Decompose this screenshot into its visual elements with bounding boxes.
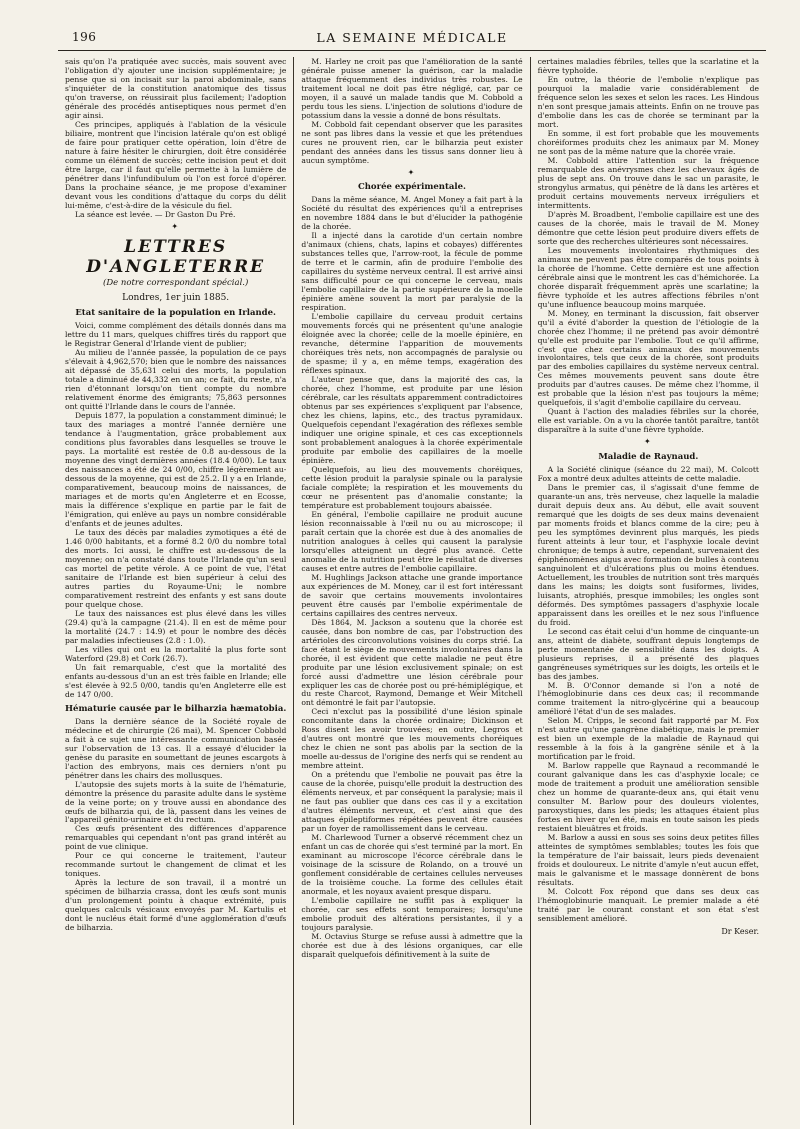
paragraph: Les mouvements involontaires rhythmiques des animaux ne peuvent pas être comparés de tous points à la chorée de l'homme. Cette dernière est une affection cérébrale ainsi que le montrent les cas d'hémichorée. La chorée disparaît fréquemment après une scarlatine; la fièvre typhoïde et les autres affections fébriles n'ont qu'une influence beaucoup moins marquée. (537, 245, 759, 309)
paragraph: Au milieu de l'année passée, la population de ce pays s'élevait à 4,962,570; bien que le nombre des naissances ait dépassé de 35,631 celui des morts, la population totale a diminué de 44,332 en un an; ce fait, du reste, n'a rien d'étonnant lorsqu'on tient compte du nombre relativement énorme des émigrants; 75,863 personnes ont quitté l'Irlande dans le cours de l'année. (65, 348, 287, 412)
dateline: Londres, 1er juin 1885. (122, 292, 230, 303)
section-title-irlande: Etat sanitaire de la population en Irlande. (75, 308, 276, 319)
header-rule (58, 50, 766, 51)
paragraph: M. Barlow a aussi en sous ses soins deux petites filles atteintes de symptômes semblables; toutes les fois que la température de l'air baissait, leurs pieds devenaient froids et douloureux. Le nitrite d'amyle n'eut aucun effet, mais le galvanisme et le massage donnèrent de bons résultats. (537, 833, 759, 888)
lettres-angleterre-title: LETTRES D'ANGLETERRE (86, 237, 266, 278)
paragraph: L'autopsie des sujets morts à la suite de l'hématurie, démontre la présence du parasite adulte dans le système de la veine porte; on y trouve aussi en abondance des œufs de bilharzia qui, de là, passent dans les veines de l'appareil génito-urinaire et du rectum. (65, 779, 287, 825)
paragraph: M. Money, en terminant la discussion, fait observer qu'il a évité d'aborder la question de l'étiologie de la chorée chez l'homme; il ne prétend pas avoir démontré qu'elle est produite par l'embolie. Tout ce qu'il affirme, c'est que chez certains animaux des mouvements involontaires, tels que ceux de la chorée, sont produits par des embolies capillaires du système nerveux central. Ces mêmes mouvements peuvent sans doute être produits par d'autres causes. De même chez l'homme, il est probable que la lésion n'est pas toujours la même; quelquefois, il s'agit d'embolie capillaire du cerveau. (537, 308, 759, 408)
separator-ornament: ✦ (643, 437, 653, 447)
column-1 (58, 57, 293, 1125)
paragraph: D'après M. Broadbent, l'embolie capillaire est une des causes de la chorée, mais le travail de M. Money démontre que cette lésion peut produire divers effets de sorte que des recherches ultérieures sont nécessaires. (537, 209, 759, 246)
paragraph: Après la lecture de son travail, il a montré un spécimen de bilharzia crassa, dont les œufs sont munis d'un prolongement pointu à chaque extrémité, puis quelques calculs vésicaux envoyés par M. Kartulis et dont le nucléus était formé d'une agglomération d'œufs de bilharzia. (65, 878, 287, 933)
paragraph: Ces œufs présentent des différences d'apparence remarquables qui cependant n'ont pas grand intérêt au point de vue clinique. (65, 824, 287, 852)
section-title-raynaud: Maladie de Raynaud. (598, 451, 699, 462)
paragraph: Quelquefois, au lieu des mouvements choréiques, cette lésion produit la paralysie spinale ou la paralysie faciale complète; la respiration et les mouvements du cœur ne présentent pas d'anomalie constante; la température est probablement toujours abaissée. (301, 464, 523, 510)
column-3 (530, 57, 766, 1125)
paragraph: Quant à l'action des maladies fébriles sur la chorée, elle est variable. On a vu la chorée tantôt paraître, tantôt disparaître à la suite d'une fièvre typhoïde. (537, 407, 759, 435)
paragraph: Ces principes, appliqués à l'ablation de la vésicule biliaire, montrent que l'incision latérale qu'on est obligé de faire pour pratiquer cette opération, loin d'être de nature à faire hésiter le chirurgien, doit être considérée comme un élément de succès; cette incision peut et doit être large, car il faut qu'elle permette à la lumière de pénétrer dans l'infundibulum où l'on est forcé d'opérer. Dans la prochaine séance, je me propose d'examiner devant vous les conditions d'attaque du corps du délit lui-même, c'est-à-dire de la vésicule du fiel. (65, 119, 287, 210)
paragraph: M. Cobbold attire l'attention sur la fréquence remarquable des anévrysmes chez les chevaux âgés de plus de sept ans. On trouve dans le sac un parasite, le strongylus armatus, qui pénètre de là dans les artères et produit certains mouvements nerveux irréguliers et intermittents. (537, 155, 759, 210)
paragraph: Les villes qui ont eu la mortalité la plus forte sont Waterford (29.8) et Cork (26.7). (65, 644, 287, 663)
paragraph: M. B. O'Connor demande si l'on a noté de l'hémoglobinurie dans ces deux cas; il recommande comme traitement la nitro-glycérine qui a beaucoup amélioré l'état d'un de ses malades. (537, 680, 759, 717)
paragraph: En somme, il est fort probable que les mouvements choréiformes produits chez les animaux par M. Money ne sont pas de la même nature que la chorée vraie. (537, 128, 759, 156)
paragraph: En outre, la théorie de l'embolie n'explique pas pourquoi la maladie varie considérablement de fréquence selon les sexes et selon les races. Les Hindous n'en sont presque jamais atteints. Enfin on ne trouve pas d'embolie dans les cas de chorée se terminant par la mort. (537, 74, 759, 129)
paragraph: Voici, comme complément des détails donnés dans ma lettre du 11 mars, quelques chiffres tirés du rapport que le Registrar General d'Irlande vient de publier; (65, 321, 287, 349)
paragraph: L'embolie capillaire du cerveau produit certains mouvements forcés qui ne présentent qu'une analogie éloignée avec la chorée; celle de la moelle épinière, en revanche, détermine l'apparition de mouvements choréiques très nets, non accompagnés de paralysie ou de spasme; il y a, en même temps, exagération des réflexes spinaux. (301, 312, 523, 376)
running-header (58, 30, 766, 48)
paragraph: Dans la même séance, M. Angel Money a fait part à la Société du résultat des expériences qu'il a entreprises en novembre 1884 dans le but d'élucider la pathogénie de la chorée. (301, 195, 523, 232)
journal-title: LA SEMAINE MÉDICALE (316, 30, 508, 45)
paragraph: M. Colcott Fox répond que dans ses deux cas l'hémoglobinurie manquait. Le premier malade a été traité par le courant constant et son état s'est sensiblement amélioré. (537, 887, 759, 924)
paragraph: Le taux des décès par maladies zymotiques a été de 1.46 0/00 habitants, et a formé 8.2 0/0 du nombre total des morts. Ici aussi, le chiffre est au-dessous de la moyenne; on n'a constaté dans toute l'Irlande qu'un seul cas mortel de petite vérole. A ce point de vue, l'état sanitaire de l'Irlande est bien supérieur à celui des autres parties du Royaume-Uni; le nombre comparativement restreint des enfants y est sans doute pour quelque chose. (65, 527, 287, 609)
paragraph: certaines maladies fébriles, telles que la scarlatine et la fièvre typhoïde. (537, 57, 759, 75)
paragraph: sais qu'on l'a pratiquée avec succès, mais souvent avec l'obligation d'y ajouter une incision supplémentaire; je pense que si on incisait sur la paroi abdominale, sans s'inquiéter de la constitution anatomique des tissus qu'on traverse, on réussirait plus facilement; l'adoption générale des procédés antiseptiques nous permet d'en agir ainsi. (65, 57, 287, 120)
paragraph: Depuis 1877, la population a constamment diminué; le taux des mariages a montré l'année dernière une tendance à l'augmentation, grâce probablement aux conditions plus favorables dans lesquelles se trouve le pays. La mortalité est restée de 0.8 au-dessous de la moyenne des vingt dernières années (18.4 0/00). Le taux des naissances a été de 24 0/00, chiffre légèrement au-dessous de la moyenne, qui est de 25.2. Il y a en Irlande, comparativement, beaucoup moins de naissances, de mariages et de morts qu'en Angleterre et en Ecosse, mais la différence s'explique en partie par le fait de l'émigration, qui enlève au pays un nombre considérable d'enfants et de jeunes adultes. (65, 411, 287, 528)
paragraph: Dès 1864, M. Jackson a soutenu que la chorée est causée, dans bon nombre de cas, par l'obstruction des artérioles des circonvolutions voisines du corps strié. La face étant le siège de mouvements involontaires dans la chorée, il est évident que cette maladie ne peut être produite par une lésion exclusivement spinale; on est forcé aussi d'admettre une lésion cérébrale pour expliquer les cas de chorée post ou pré-hémiplégique, et du reste Charcot, Raymond, Demange et Weir Mitchell ont démontré le fait par l'autopsie. (301, 617, 523, 708)
paragraph: A la Société clinique (séance du 22 mai), M. Colcott Fox a montré deux adultes atteints de cette maladie. (537, 464, 759, 483)
paragraph: Le second cas était celui d'un homme de cinquante-un ans, atteint de diabète, souffrant depuis longtemps de perte momentanée de sensibilité dans les doigts. A plusieurs reprises, il a présenté des plaques gangréneuses symétriques sur les doigts, les orteils et le bas des jambes. (537, 626, 759, 681)
paragraph: Pour ce qui concerne le traitement, l'auteur recommande surtout le changement de climat et les toniques. (65, 851, 287, 879)
paragraph: Un fait remarquable, c'est que la mortalité des enfants au-dessous d'un an est très faible en Irlande; elle s'est élevée à 92.5 0/00, tandis qu'en Angleterre elle est de 147 0/00. (65, 662, 287, 699)
paragraph: Le taux des naissances est plus élevé dans les villes (29.4) qu'à la campagne (21.4). Il en est de même pour la mortalité (24.7 : 14.9) et pour le nombre des décès par maladies infectieuses (2.8 : 1.0). (65, 608, 287, 645)
paragraph: M. Octavius Sturge se refuse aussi à admettre que la chorée est due à des lésions organiques, car elle disparaît quelquefois définitivement à la suite de (301, 932, 523, 960)
paragraph: M. Hughlings Jackson attache une grande importance aux expériences de M. Money, car il est fort intéressant de savoir que certains mouvements involontaires peuvent être causés par l'embolie expérimentale de certains capillaires des centres nerveux. (301, 572, 523, 618)
separator-ornament: ✦ (407, 167, 417, 177)
paragraph: Dans la dernière séance de la Société royale de médecine et de chirurgie (26 mai), M. Spencer Cobbold a fait à ce sujet une intéressante communication basée sur l'observation de 13 cas. Il a essayé d'élucider la genèse du parasite en soumettant de jeunes escargots à l'action des embryons, mais ces derniers n'ont pu pénétrer dans les chairs des mollusques. (65, 716, 287, 780)
paragraph: Il a injecté dans la carotide d'un certain nombre d'animaux (chiens, chats, lapins et cobayes) différentes substances telles que, l'arrow-root, la fécule de pomme de terre et le carmin, afin de produire l'embolie des capillaires du système nerveux central. Il est arrivé ainsi sans difficulté pour ce qui concerne le cerveau, mais l'embolie capillaire de la partie supérieure de la moelle épinière amène souvent la mort par paralysie de la respiration. (301, 231, 523, 313)
columns (58, 57, 766, 1125)
section-title-choree: Chorée expérimentale. (357, 182, 466, 193)
paragraph: En général, l'embolie capillaire ne produit aucune lésion reconnaissable à l'œil nu ou au microscope; il paraît certain que la chorée est due à des anomalies de nutrition analogues à celles qui causent la paralysie lorsqu'elles atteignent un degré plus avancé. Cette anomalie de la nutrition peut être le résultat de diverses causes et entre autres de l'embolie capillaire. (301, 509, 523, 573)
paragraph: L'auteur pense que, dans la majorité des cas, la chorée, chez l'homme, est produite par une lésion cérébrale, car les résultats apparemment contradictoires obtenus par ses expériences s'expliquent par l'absence, chez les chiens, lapins, etc., des tractus pyramidaux. Quelquefois cependant l'exagération des réflexes semble indiquer une origine spinale, et ces cas exceptionnels sont probablement analogues à la chorée expérimentale produite par embolie des capillaires de la moelle épinière. (301, 375, 523, 465)
section-title-bilharzia: Hématurie causée par le bilharzia hæmatobia. (65, 703, 287, 714)
author-signature: Dr Keser. (721, 927, 759, 937)
paragraph: Dans le premier cas, il s'agissait d'une femme de quarante-un ans, très nerveuse, chez laquelle la maladie durait depuis deux ans. Au début, elle avait souvent remarqué que les doigts de ses deux mains devenaient par moments froids et blancs comme de la cire; peu à peu les symptômes devinrent plus marqués, les pieds furent atteints à leur tour, et l'asphyxie locale devint chronique; de temps à autre, cependant, survenaient des épiphénomènes aigus avec formation de bulles à contenu sanguinolent et d'ulcérations plus ou moins étendues. Actuellement, les troubles de nutrition sont très marqués dans les mains; les doigts sont fusiformes, livides, luisants, atrophiés, presque immobiles; les ongles sont déformés. Des symptômes passagers d'asphyxie locale apparaissent dans les oreilles et le nez sous l'influence du froid. (537, 482, 759, 627)
paragraph: Selon M. Cripps, le second fait rapporté par M. Fox n'est autre qu'une gangrène diabétique, mais le premier est bien un exemple de la maladie de Raynaud qui ressemble à la fois à la gangrène sénile et à la mortification par le froid. (537, 716, 759, 762)
correspondent-subtitle: (De notre correspondant spécial.) (103, 278, 249, 289)
column-2 (293, 57, 529, 1125)
paragraph: On a prétendu que l'embolie ne pouvait pas être la cause de la chorée, puisqu'elle produit la destruction des éléments nerveux, et par conséquent la paralysie; mais il ne faut pas oublier que dans ces cas il y a excitation d'autres éléments nerveux, et c'est ainsi que des attaques épileptiformes répétées peuvent être causées par un foyer de ramollissement dans le cerveau. (301, 770, 523, 834)
paragraph: La séance est levée. — Dr Gaston Du Pré. (75, 209, 236, 219)
page-number: 196 (72, 30, 97, 44)
paragraph: M. Cobbold fait cependant observer que les parasites ne sont pas libres dans la vessie et que les prétendues cures ne prouvent rien, car le bilharzia peut exister pendant des années dans les tissus sans donner lieu à aucun symptôme. (301, 119, 523, 165)
separator-ornament: ✦ (171, 221, 181, 231)
paragraph: L'embolie capillaire ne suffit pas à expliquer la chorée, car ses effets sont temporaires; lorsqu'une embolie produit des altérations persistantes, il y a toujours paralysie. (301, 896, 523, 933)
paragraph: M. Harley ne croit pas que l'amélioration de la santé générale puisse amener la guérison, car la maladie attaque fréquemment des individus très robustes. Le traitement local ne doit pas être négligé, car, par ce moyen, il a sauvé un malade tandis que M. Cobbold a perdu tous les siens. L'injection de solutions d'iodure de potassium dans la vessie a donné de bons résultats. (301, 57, 523, 120)
paragraph: Ceci n'exclut pas la possibilité d'une lésion spinale concomitante dans la chorée ordinaire; Dickinson et Ross disent les avoir trouvées; en outre, Legros et d'autres ont montré que les mouvements choréiques chez le chien ne sont pas abolis par la section de la moelle au-dessus de l'origine des nerfs qui se rendent au membre atteint. (301, 707, 523, 771)
paragraph: M. Barlow rappelle que Raynaud a recommandé le courant galvanique dans les cas d'asphyxie locale; ce mode de traitement a produit une amélioration sensible chez un homme de quarante-deux ans, qui était venu consulter M. Barlow pour des douleurs violentes, paroxystiques, dans les pieds; les attaques étaient plus fortes en hiver qu'en été, mais en toute saison les pieds restaient bleuâtres et froids. (537, 761, 759, 834)
paragraph: M. Charlewood Turner a observé récemment chez un enfant un cas de chorée qui s'est terminé par la mort. En examinant au microscope l'écorce cérébrale dans le voisinage de la scissure de Rolando, on a trouvé un gonflement considérable de certaines cellules nerveuses de la troisième couche. La forme des cellules était anormale, et les noyaux avaient presque disparu. (301, 833, 523, 897)
